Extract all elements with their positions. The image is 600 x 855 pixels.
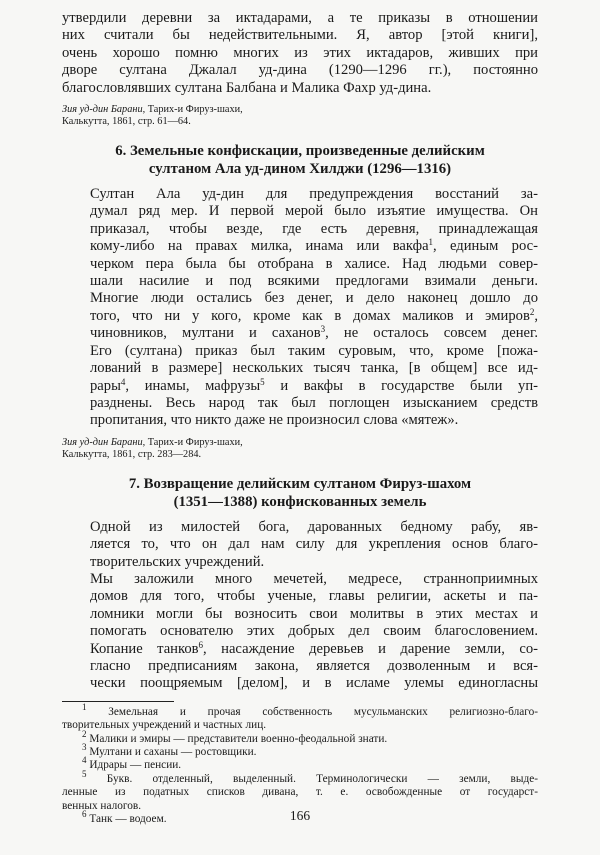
footnote-number: 1	[82, 701, 87, 712]
footnote-text: Малики и эмиры — представители военно-феодальной знати.	[89, 732, 388, 745]
section-heading	[62, 475, 538, 511]
text-segment: , инамы, мафрузы	[125, 377, 261, 394]
text-line: Многие люди остались без денег, и дело наконец дошло до	[90, 290, 538, 307]
text-segment: кому-либо на правах милка, инама или вакфа	[90, 238, 429, 255]
footnote-number: 6	[82, 809, 87, 820]
footnote-line	[62, 701, 538, 719]
footnote-number: 2	[82, 728, 87, 739]
text-line: Его (султана) приказ был таким суровым, что, кроме [пожа-	[90, 342, 538, 359]
footnote-text: Танк — водоем.	[89, 813, 167, 826]
footnote-2	[62, 728, 538, 746]
text-line: Мы заложили много мечетей, медресе, странноприимных	[90, 570, 538, 587]
section-paragraph	[62, 571, 538, 693]
text-segment: чиновников, мултани и саханов	[90, 325, 321, 342]
text-line: думал ряд мер. И первой мерой было изъятие имущества. Он	[90, 203, 538, 220]
source-author: Зия уд-дин Барани,	[62, 436, 146, 448]
footnote-line: ленные из податных списков дивана, т. е. освобожденные от государст-	[62, 786, 538, 799]
text-line: домов для того, чтобы ученые, главы религии, аскеты и па-	[90, 588, 538, 605]
text-line: разднены. Весь народ так был поглощен изысканием средств	[90, 394, 538, 411]
text-line: шали насилие и под всякими предлогами взимали деньги.	[90, 273, 538, 290]
text-segment: рары	[90, 377, 121, 394]
footnote-marker: 6	[198, 639, 204, 650]
source-title: Тарих-и Фируз-шахи,	[145, 436, 243, 448]
text-line: них считали бы недействительными. Я, автор [этой книги],	[62, 27, 538, 44]
heading-line: 6. Земельные конфискации, произведенные делийским	[115, 143, 485, 160]
footnote-text: Букв. отделенный, выделенный. Терминологически — земли, выде-	[106, 772, 539, 785]
heading-line: султаном Ала уд-дином Хилджи (1296—1316)	[148, 161, 452, 178]
text-segment: того, что ни у кого, кроме как в домах маликов и эмиров	[90, 307, 530, 324]
footnote-divider	[62, 701, 174, 702]
footnote-number: 3	[82, 742, 87, 752]
text-line: благословлявших султана Балбана и Малика Фахр уд-дина.	[62, 79, 432, 96]
text-line: пропитания, что никто даже не произносил слова «мятеж».	[90, 412, 459, 429]
footnote-number: 4	[82, 755, 87, 766]
text-line	[62, 641, 538, 658]
footnote-marker: 3	[320, 324, 326, 335]
footnote-1	[62, 701, 538, 733]
text-line	[62, 378, 538, 395]
page-number: 166	[289, 808, 311, 823]
source-title: Тарих-и Фируз-шахи,	[145, 104, 243, 116]
text-line: ляется то, что он дал нам силу для укрепления основ благо-	[90, 536, 538, 553]
text-segment: ,	[534, 307, 538, 324]
text-line	[62, 238, 538, 255]
citation-line: Калькутта, 1861, стр. 283—284.	[62, 448, 202, 460]
footnote-text: Мултани и саханы — ростовщики.	[89, 746, 257, 758]
text-segment: Копание танков	[90, 640, 199, 657]
citation-line	[62, 104, 243, 115]
footnote-5	[62, 768, 539, 813]
citation-line	[62, 437, 243, 448]
section-heading	[62, 142, 538, 178]
heading-line: (1351—1388) конфискованных земель	[173, 493, 427, 510]
text-line: очень хорошо помню многих из этих иктадаров, живших при	[62, 44, 538, 61]
text-line: Одной из милостей бога, дарованных бедному рабу, яв-	[90, 518, 538, 535]
text-line: творительских учреждений.	[90, 553, 265, 570]
footnote-line	[62, 768, 539, 786]
footnote-line	[62, 742, 538, 759]
text-line: гласно предписаниям закона, является дозволенным и вся-	[90, 657, 538, 674]
text-line: лований в размере] нескольких тысяч танка, [в общем] все ид-	[90, 360, 538, 377]
footnote-text: Идрары — пенсии.	[89, 759, 182, 772]
text-line: дворе султана Джалал уд-дина (1290—1296 гг.), постоянно	[62, 62, 538, 79]
text-line	[62, 325, 538, 342]
footnote-marker: 5	[260, 376, 265, 387]
text-line: черком пера была бы отобрана в халисе. Над людьми совер-	[90, 255, 538, 272]
source-citation	[62, 437, 538, 461]
text-segment: , единым рос-	[433, 238, 538, 255]
footnote-4	[62, 755, 538, 772]
footnote-marker: 4	[120, 376, 126, 387]
text-line: ломники могли бы возносить свои молитвы в этих местах и	[90, 605, 538, 622]
text-segment: , не осталось совсем денег.	[325, 325, 538, 342]
footnote-marker: 1	[428, 237, 434, 248]
section-paragraph	[62, 519, 538, 571]
heading-line: 7. Возвращение делийским султаном Фируз-шахом	[128, 475, 472, 492]
citation-line: Калькутта, 1861, стр. 61—64.	[62, 116, 191, 128]
footnote-text: Земельная и прочая собственность мусульманских религиозно-благо-	[108, 705, 538, 718]
section-paragraph	[62, 186, 538, 430]
text-line: чески поощряемым [делом], и в исламе улемы единогласны	[90, 675, 538, 692]
footnote-line	[62, 728, 538, 746]
text-segment: и вакфы в государстве были уп-	[264, 377, 538, 394]
source-author: Зия уд-дин Барани,	[62, 104, 146, 116]
footnote-3	[62, 742, 538, 759]
text-segment: , насаждение деревьев и дарение земли, со-	[203, 640, 538, 657]
intro-paragraph	[62, 10, 538, 97]
text-line	[62, 308, 538, 325]
text-line: помогать основателю этих добрых дел своим благословением.	[90, 623, 538, 640]
source-citation	[62, 104, 538, 128]
footnote-line	[62, 755, 538, 772]
footnote-line: венных налогов.	[62, 799, 142, 812]
footnote-marker: 2	[529, 306, 535, 317]
text-line: Султан Ала уд-дин для предупреждения восстаний за-	[90, 186, 538, 203]
text-line: приказал, чтобы везде, где есть деревня, принадлежащая	[90, 220, 538, 237]
text-line: утвердили деревни за иктадарами, а те приказы в отношении	[62, 10, 538, 26]
footnote-line: творительных учреждений и частных лиц.	[62, 719, 267, 732]
footnote-number: 5	[82, 768, 87, 779]
